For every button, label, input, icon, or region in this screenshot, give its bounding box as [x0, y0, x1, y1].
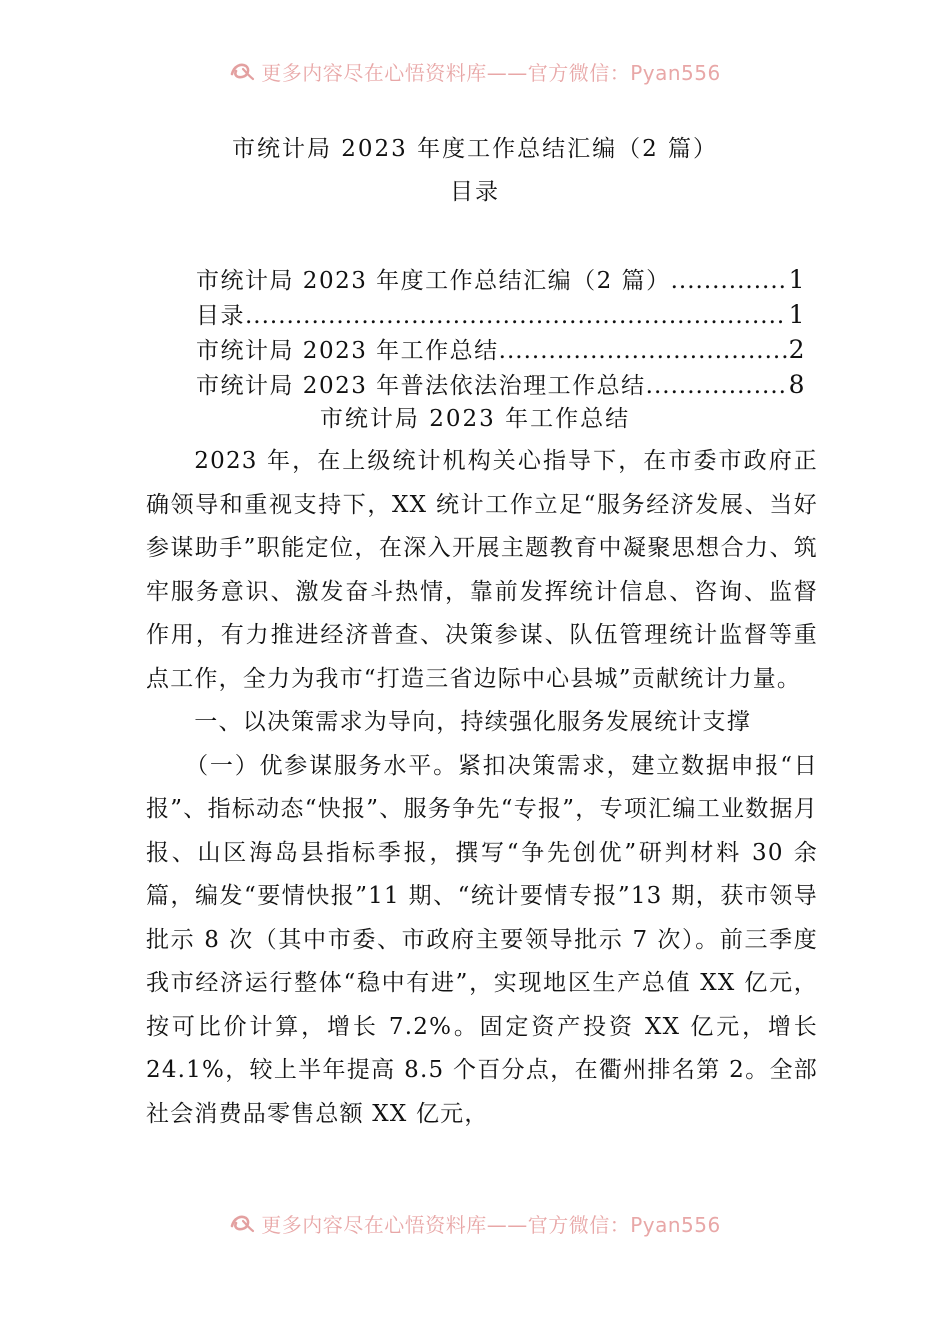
toc-entry-label: 目录 [196, 303, 245, 329]
toc-entry[interactable] [196, 262, 806, 297]
toc-entry-label: 市统计局 2023 年普法依法治理工作总结 [196, 373, 646, 399]
footer-watermark [0, 1208, 950, 1238]
toc-entry[interactable] [196, 367, 806, 402]
header-watermark [0, 56, 950, 86]
toc-entry-page: 8 [788, 370, 806, 399]
brand-logo-icon [229, 1212, 255, 1234]
toc-leader-dots [245, 303, 787, 329]
toc-entry[interactable] [196, 297, 806, 332]
toc-heading: 目录 [450, 179, 500, 205]
brand-logo-icon [229, 60, 255, 82]
toc-leader-dots [671, 268, 787, 294]
body-paragraph: （一）优参谋服务水平。紧扣决策需求，建立数据申报“日报”、指标动态“快报”、服务争先“专报”，专项汇编工业数据月报、山区海岛县指标季报，撰写“争先创优”研判材料 30 余篇，编发“要情快报”11 期、“统计要情专报”13 期，获市领导批示 8 次（其中市委、市政府主要领导批示 7 次）。前三季度我市经济运行整体“稳中有进”，实现地区生产总值 XX 亿元，按可比价计算，增长 7.2%。固定资产投资 XX 亿元，增长 24.1%，较上半年提高 8.5 个百分点，在衢州排名第 2。全部社会消费品零售总额 XX 亿元， [146, 752, 818, 1127]
toc-entry-page: 1 [788, 265, 806, 294]
toc-leader-dots [499, 338, 787, 364]
toc-leader-dots [646, 373, 787, 399]
watermark-text: 更多内容尽在心悟资料库——官方微信：Pyan556 [261, 1212, 721, 1237]
table-of-contents [196, 262, 806, 402]
document-title: 市统计局 2023 年度工作总结汇编（2 篇） [231, 136, 719, 162]
body-paragraph: 2023 年，在上级统计机构关心指导下，在市委市政府正确领导和重视支持下，XX 统计工作立足“服务经济发展、当好参谋助手”职能定位，在深入开展主题教育中凝聚思想合力、筑牢服务意识、激发奋斗热情，靠前发挥统计信息、咨询、监督作用，有力推进经济普查、决策参谋、队伍管理统计监督等重点工作，全力为我市“打造三省边际中心县城”贡献统计力量。 [146, 448, 818, 692]
toc-entry-label: 市统计局 2023 年度工作总结汇编（2 篇） [196, 268, 671, 294]
toc-entry-label: 市统计局 2023 年工作总结 [196, 338, 499, 364]
toc-entry-page: 2 [788, 335, 806, 364]
document-body [146, 440, 818, 1136]
watermark-text: 更多内容尽在心悟资料库——官方微信：Pyan556 [261, 60, 721, 85]
toc-entry[interactable] [196, 332, 806, 367]
toc-entry-page: 1 [788, 300, 806, 329]
section-title: 市统计局 2023 年工作总结 [319, 406, 631, 432]
body-heading: 一、以决策需求为导向，持续强化服务发展统计支撑 [194, 709, 751, 735]
